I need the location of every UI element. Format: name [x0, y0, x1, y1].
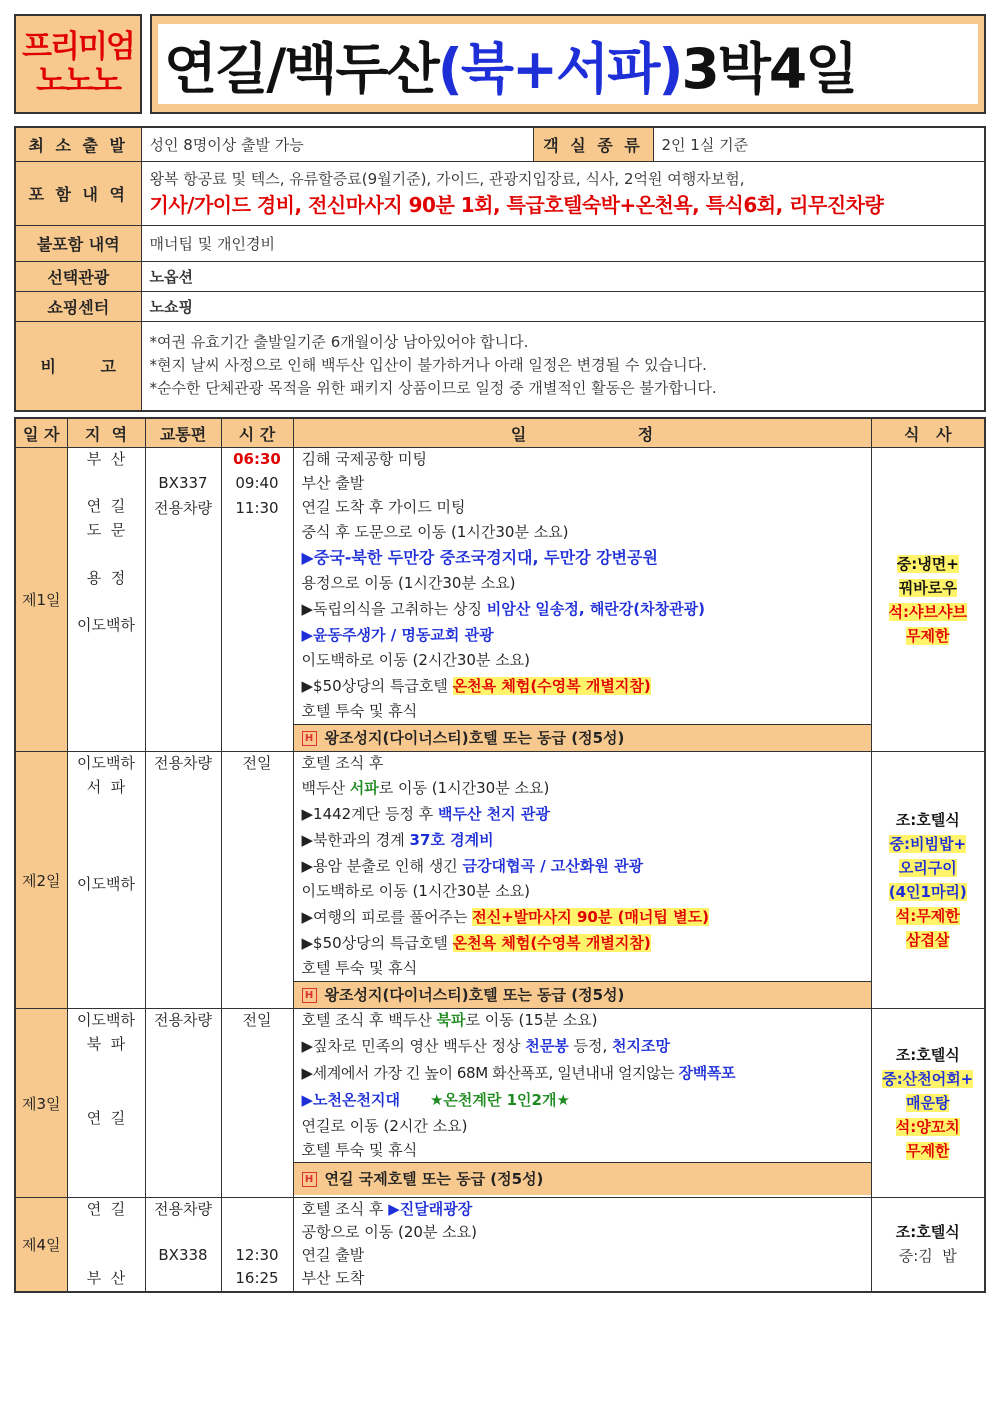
meal-cell	[871, 1198, 985, 1292]
region	[68, 1081, 145, 1106]
highlight-text: ▶노천온천지대	[301, 1091, 400, 1109]
itinerary-line	[302, 801, 871, 827]
region-cell	[67, 1198, 145, 1292]
text: 로 이동 (15분 소요)	[465, 1011, 598, 1029]
meal-item: 석:무제한	[895, 907, 960, 925]
itinerary-line: 중식 후 도문으로 이동 (1시간30분 소요)	[301, 523, 569, 541]
itinerary-line: 부산 출발	[301, 474, 365, 492]
time: 12:30	[235, 1246, 279, 1264]
region	[68, 1221, 145, 1244]
hotel-icon: H	[302, 731, 317, 746]
day-row	[15, 448, 985, 752]
text: 호텔 조식 후	[301, 1200, 389, 1218]
shopping-label: 쇼핑센터	[15, 291, 141, 321]
highlight-text: 온천욕 체험(수영복 개별지참)	[452, 677, 651, 695]
itinerary-line	[302, 596, 871, 622]
highlight-text: 백두산 천지 관광	[437, 805, 550, 823]
meal-item: 석:샤브샤브	[888, 602, 967, 621]
flight-number: BX337	[158, 474, 208, 492]
day-label: 제4일	[15, 1198, 67, 1292]
min-departure-label: 최 소 출 발	[15, 127, 141, 161]
excluded-label: 불포함 내역	[15, 225, 141, 261]
region: 부 산	[86, 1269, 126, 1287]
included-label: 포 함 내 역	[15, 161, 141, 225]
region	[68, 1244, 145, 1267]
itinerary-line: 호텔 투숙 및 휴식	[301, 702, 418, 720]
meal-item: 조:호텔식	[895, 1223, 960, 1242]
premium-badge	[14, 14, 142, 114]
time: 09:40	[235, 474, 279, 492]
info-table	[14, 126, 986, 412]
text: ▶북한과의 경계	[301, 831, 410, 849]
itinerary-line	[302, 1032, 871, 1060]
min-departure-value: 성인 8명이상 출발 가능	[141, 127, 533, 161]
hotel-row	[294, 981, 871, 1008]
meal-cell	[871, 752, 985, 1009]
itinerary-line	[302, 1198, 871, 1221]
itinerary-line: 김해 국제공항 미팅	[301, 450, 427, 468]
included-line2: 기사/가이드 경비, 전신마사지 90분 1회, 특급호텔숙박+온천욕, 특식6회, 리무진차량	[149, 193, 884, 217]
badge-line2: 노노노	[36, 63, 120, 99]
region: 서 파	[86, 778, 126, 796]
region: 연 길	[86, 1109, 126, 1127]
itinerary-line: ▶중국-북한 두만강 중조국경지대, 두만강 강변공원	[301, 548, 658, 567]
meal-item: 중:비빔밥+	[889, 835, 967, 853]
meal-item: 삼겹살	[906, 931, 950, 949]
itinerary-cell	[293, 448, 871, 752]
region: 연 길	[86, 1200, 126, 1218]
region: 이도백하	[77, 616, 135, 634]
itinerary-line	[302, 827, 871, 853]
region: 부 산	[86, 450, 126, 468]
text: ▶독립의식을 고취하는 상징	[301, 600, 487, 618]
highlight-text: 금강대협곡 / 고산화원 관광	[462, 857, 644, 875]
itinerary-cell	[293, 1198, 871, 1292]
region	[68, 471, 145, 494]
itinerary-line	[302, 1009, 871, 1032]
region-cell	[67, 448, 145, 752]
highlight-text: 북파	[436, 1011, 466, 1029]
transport: 전용차량	[154, 754, 212, 772]
text: ▶용암 분출로 인해 생긴	[301, 857, 463, 875]
day-label: 제2일	[15, 752, 67, 1009]
region: 용 정	[86, 569, 126, 587]
text: ▶1442계단 등정 후	[301, 805, 438, 823]
header-meal: 식 사	[871, 418, 985, 448]
highlight-text: 천지조망	[612, 1037, 670, 1055]
transport	[146, 1221, 221, 1244]
room-type-value: 2인 1실 기준	[653, 127, 985, 161]
meal-item: (4인1마리)	[888, 883, 967, 901]
schedule-table	[14, 417, 986, 1293]
meal-cell	[871, 448, 985, 752]
meal-item: 꿔바로우	[898, 578, 957, 597]
region	[68, 799, 145, 824]
itinerary-line	[302, 775, 871, 801]
itinerary-line	[302, 904, 871, 930]
meal-item: 중:산천어회+	[882, 1070, 974, 1088]
itinerary-cell	[293, 752, 871, 1009]
time-cell	[221, 448, 293, 752]
highlight-text: 전신+발마사지 90분 (매너팁 별도)	[472, 908, 709, 926]
meal-cell	[871, 1009, 985, 1198]
time: 11:30	[235, 499, 279, 517]
day-label: 제3일	[15, 1009, 67, 1198]
day-row	[15, 1198, 985, 1292]
shopping-value: 노쇼핑	[141, 291, 985, 321]
itinerary-line: 호텔 투숙 및 휴식	[301, 1141, 418, 1159]
room-type-label: 객 실 종 류	[533, 127, 653, 161]
title-part1: 연길/백두산	[164, 36, 438, 101]
remarks-label: 비 고	[15, 321, 141, 411]
itinerary-line: 연길로 이동 (2시간 소요)	[301, 1117, 468, 1135]
region	[68, 542, 145, 566]
highlight-text: 비암산 일송정, 해란강(차창관광)	[486, 600, 705, 618]
meal-item: 무제한	[906, 626, 950, 645]
hotel-name: 왕조성지(다이너스티)호텔 또는 동급 (정5성)	[324, 729, 625, 747]
time: 16:25	[235, 1269, 279, 1287]
region: 이도백하	[77, 754, 135, 772]
region	[68, 591, 145, 613]
included-line1: 왕복 항공료 및 텍스, 유류할증료(9월기준), 가이드, 관광지입장료, 식사, 2억원 여행자보험,	[149, 170, 745, 188]
text: ▶세계에서 가장 긴 높이 68M 화산폭포, 일년내내 얼지않는	[301, 1064, 679, 1082]
remark-line: *여권 유효기간 출발일기준 6개월이상 남아있어야 합니다.	[149, 333, 529, 352]
meal-item: 매운탕	[906, 1094, 950, 1112]
itinerary-line: 호텔 투숙 및 휴식	[301, 959, 418, 977]
highlight-text: 서파	[349, 779, 379, 797]
time: 06:30	[233, 450, 281, 468]
meal-item: 중:김 밥	[898, 1247, 957, 1266]
highlight-text: 장백폭포	[678, 1064, 736, 1082]
excluded-value: 매너팁 및 개인경비	[141, 225, 985, 261]
meal-item: 조:호텔식	[895, 811, 960, 829]
remarks-value	[141, 321, 985, 411]
header-transport: 교통편	[145, 418, 221, 448]
remark-line: *순수한 단체관광 목적을 위한 패키지 상품이므로 일정 중 개별적인 활동은 불가합니다.	[149, 379, 717, 398]
transport: 전용차량	[154, 1200, 212, 1218]
hotel-name: 왕조성지(다이너스티)호텔 또는 동급 (정5성)	[324, 986, 625, 1004]
meal-item: 무제한	[906, 1142, 950, 1160]
region: 이도백하	[77, 875, 135, 893]
day-row	[15, 752, 985, 1009]
region: 북 파	[86, 1035, 126, 1053]
text: 백두산	[301, 779, 350, 797]
region	[68, 1056, 145, 1081]
region: 이도백하	[77, 1011, 135, 1029]
itinerary-line: 연길 도착 후 가이드 미팅	[301, 498, 466, 516]
text: 등정,	[568, 1037, 613, 1055]
text: ▶$50상당의 특급호텔	[301, 934, 453, 952]
highlight-text: 37호 경계비	[409, 831, 494, 849]
hotel-icon: H	[302, 988, 317, 1003]
hotel-row	[294, 724, 871, 751]
text: 호텔 조식 후 백두산	[301, 1011, 437, 1029]
text: ▶$50상당의 특급호텔	[301, 677, 453, 695]
header-day: 일 자	[15, 418, 67, 448]
option-tour-value: 노옵션	[141, 261, 985, 291]
hotel-row	[294, 1162, 871, 1195]
meal-item: 오리구이	[898, 859, 957, 877]
time-cell	[221, 1198, 293, 1292]
badge-line1: 프리미엄	[22, 29, 134, 65]
time	[222, 1198, 293, 1221]
day-row	[15, 1009, 985, 1198]
included-value	[141, 161, 985, 225]
transport-cell	[145, 448, 221, 752]
region-cell	[67, 1009, 145, 1198]
page-title	[158, 24, 978, 104]
header-itinerary: 일 정	[293, 418, 871, 448]
itinerary-line	[302, 1086, 871, 1114]
transport-cell	[145, 1009, 221, 1198]
text: ▶여행의 피로를 풀어주는	[301, 908, 473, 926]
transport: 전용차량	[154, 1011, 212, 1029]
itinerary-line: 공항으로 이동 (20분 소요)	[301, 1223, 478, 1241]
highlight-text: ▶진달래광장	[388, 1200, 473, 1218]
itinerary-line	[302, 673, 871, 699]
header-time: 시 간	[221, 418, 293, 448]
itinerary-line: 이도백하로 이동 (2시간30분 소요)	[301, 651, 531, 669]
time	[222, 1221, 293, 1244]
text: 로 이동 (1시간30분 소요)	[378, 779, 550, 797]
title-box	[150, 14, 986, 114]
transport-cell	[145, 752, 221, 1009]
highlight-text: 천문봉	[525, 1037, 569, 1055]
itinerary-line: 호텔 조식 후	[301, 754, 384, 772]
remark-line: *현지 날씨 사정으로 인해 백두산 입산이 불가하거나 아래 일정은 변경될 수 있습니다.	[149, 356, 707, 375]
itinerary-line	[302, 930, 871, 956]
time: 전일	[242, 1011, 272, 1029]
transport-cell	[145, 1198, 221, 1292]
time-cell	[221, 1009, 293, 1198]
hotel-icon: H	[302, 1172, 317, 1187]
itinerary-line: 용정으로 이동 (1시간30분 소요)	[301, 574, 516, 592]
flight-number: BX338	[158, 1246, 208, 1264]
itinerary-line: 연길 출발	[301, 1246, 365, 1264]
option-tour-label: 선택관광	[15, 261, 141, 291]
transport	[146, 448, 221, 471]
transport: 전용차량	[154, 499, 212, 517]
hotel-name: 연길 국제호텔 또는 동급 (정5성)	[324, 1170, 544, 1188]
time: 전일	[242, 754, 272, 772]
day-label: 제1일	[15, 448, 67, 752]
meal-item: 중:냉면+	[896, 554, 959, 573]
itinerary-line	[302, 1060, 871, 1086]
time-cell	[221, 752, 293, 1009]
itinerary-cell	[293, 1009, 871, 1198]
highlight-text: ★온천계란 1인2개★	[429, 1091, 570, 1109]
itinerary-line: 이도백하로 이동 (1시간30분 소요)	[301, 882, 531, 900]
region-cell	[67, 752, 145, 1009]
meal-item: 조:호텔식	[895, 1046, 960, 1064]
title-part3: 3박4일	[681, 36, 857, 101]
region	[68, 824, 145, 849]
region	[68, 849, 145, 874]
highlight-text: 온천욕 체험(수영복 개별지참)	[452, 934, 651, 952]
itinerary-line	[302, 853, 871, 879]
header-region: 지 역	[67, 418, 145, 448]
title-part2: (북+서파)	[437, 36, 682, 101]
itinerary-line: 부산 도착	[301, 1269, 365, 1287]
region: 도 문	[86, 521, 126, 539]
region: 연 길	[86, 497, 126, 515]
meal-item: 석:양꼬치	[895, 1118, 960, 1136]
text: ▶짚차로 민족의 영산 백두산 정상	[301, 1037, 526, 1055]
itinerary-line: ▶윤동주생가 / 명동교회 관광	[301, 626, 494, 644]
